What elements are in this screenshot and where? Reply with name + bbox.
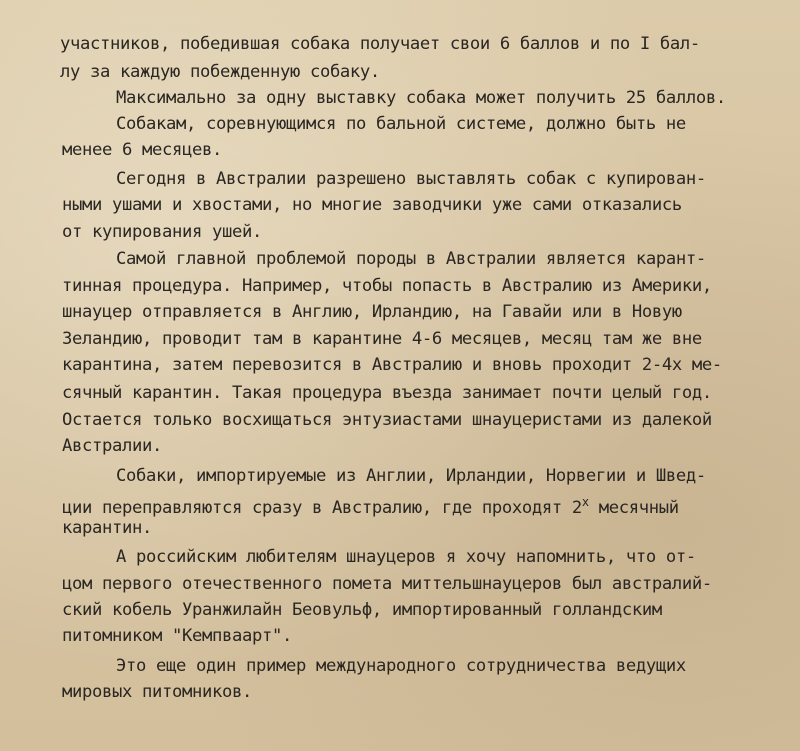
text-line: Австралии. (62, 436, 162, 456)
text-line: карантина, затем перевозится в Австралию и вновь проходит 2-4х ме- (62, 355, 722, 375)
text-line: карантин. (62, 518, 152, 538)
text-line: тинная процедура. Например, чтобы попасть в Австралию из Америки, (62, 276, 712, 296)
text-line: от купирования ушей. (62, 222, 262, 242)
text-line: питомником "Кемпваарт". (62, 626, 292, 646)
text-line: Остается только восхищаться энтузиастами шнауцеристами из далекой (62, 410, 712, 430)
text-line: Это еще один пример международного сотрудничества ведущих (116, 656, 686, 676)
text-segment: месячный (588, 498, 679, 518)
text-segment: ции переправляются сразу в Австралию, где проходят 2 (62, 498, 582, 518)
text-line: участников, победившая собака получает свои 6 баллов и по I бал- (60, 34, 700, 54)
text-line: Собаки, импортируемые из Англии, Ирландии, Норвегии и Швед- (116, 466, 706, 486)
text-line: лу за каждую побежденную собаку. (60, 62, 380, 82)
superscript: х (581, 495, 589, 509)
text-line: мировых питомников. (62, 682, 252, 702)
text-line: Собакам, соревнующимся по бальной системе, должно быть не (116, 114, 686, 134)
text-line: ными ушами и хвостами, но многие заводчики уже сами отказались (62, 195, 682, 215)
text-line: сячный карантин. Такая процедура въезда занимает почти целый год. (62, 383, 712, 403)
text-line: шнауцер отправляется в Англию, Ирландию, на Гавайи или в Новую (62, 302, 682, 322)
text-line: цом первого отечественного помета миттельшнауцеров был австралий- (62, 574, 712, 594)
text-line: менее 6 месяцев. (62, 140, 222, 160)
text-line: Максимально за одну выставку собака может получить 25 баллов. (116, 88, 726, 108)
text-line: Самой главной проблемой породы в Австралии является карант- (116, 249, 706, 269)
text-line: А российским любителям шнауцеров я хочу напомнить, что от- (116, 547, 696, 567)
text-line: Зеландию, проводит там в карантине 4-6 месяцев, месяц там же вне (62, 329, 702, 349)
text-line: ский кобель Уранжилайн Беовульф, импортированный голландским (62, 600, 662, 620)
text-line: Сегодня в Австралии разрешено выставлять собак с купирован- (116, 169, 706, 189)
text-line-with-superscript (62, 490, 679, 518)
